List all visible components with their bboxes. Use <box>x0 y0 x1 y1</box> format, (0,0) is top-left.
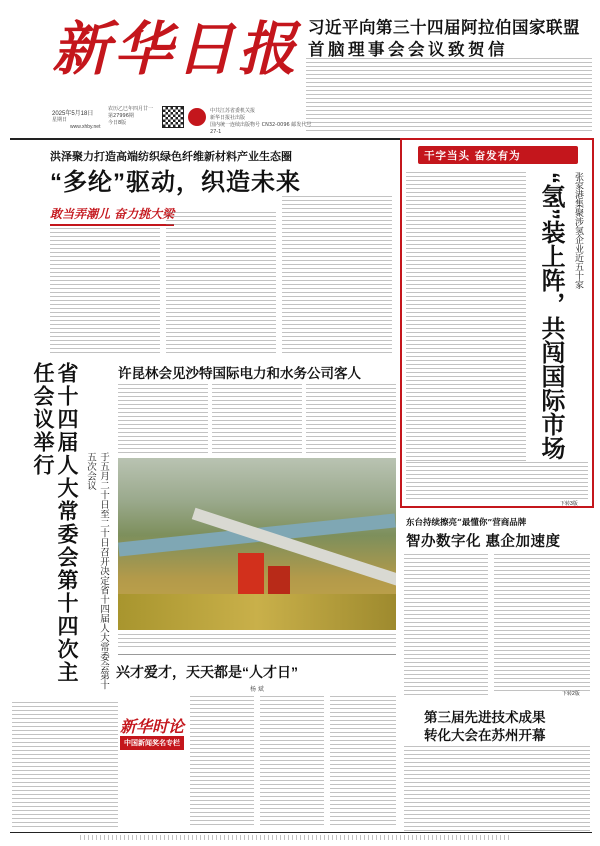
tech-body <box>404 746 590 832</box>
masthead-weekday: 星期日 <box>52 117 68 123</box>
masthead-title: 新华日报 <box>52 15 301 83</box>
duolun-body-col1 <box>50 228 160 356</box>
top-headline-line1: 习近平向第三十四届阿拉伯国家联盟 <box>308 19 580 37</box>
feature-body-top <box>406 172 526 462</box>
digital-body-right <box>494 554 590 692</box>
top-story-body <box>306 58 592 134</box>
masthead-date: 2025年5月18日 <box>52 111 94 117</box>
duolun-banner: 敢当弄潮儿 奋力挑大梁 <box>50 205 174 226</box>
feature-continued: 下转3版 <box>560 501 578 507</box>
xu-body-col2 <box>212 384 302 454</box>
railway-photo <box>118 458 396 630</box>
top-headline-line2: 首脑理事会会议致贺信 <box>308 41 508 59</box>
cpc-emblem-icon <box>188 108 206 126</box>
congress-title: 省十四届人大常委会第十四次主任会议举行 <box>31 362 78 684</box>
digital-title: 智办数字化 惠企加速度 <box>406 534 561 550</box>
congress-body <box>12 702 118 828</box>
masthead-website: www.xhby.net <box>70 124 101 130</box>
feature-subtitle: 张家港集聚涉氢企业近五十家 <box>573 172 583 289</box>
tech-title-line1: 第三届先进技术成果 <box>424 710 546 725</box>
digital-kicker: 东台持续擦亮“最懂你”营商品牌 <box>406 518 527 528</box>
digital-body-left <box>404 554 488 696</box>
commentary-byline: 杨 斌 <box>250 686 264 693</box>
footer-info <box>80 835 510 840</box>
congress-subtitle: 于五月二十日至二十日召开决定省十四届人大常委会第十五次会议 <box>85 452 109 690</box>
photo-caption <box>118 634 396 650</box>
xu-body-col3 <box>306 384 396 454</box>
xu-body-col1 <box>118 384 208 454</box>
commentary-title: 兴才爱才，天天都是“人才日” <box>116 664 298 680</box>
duolun-kicker: 洪泽聚力打造高端纺织绿色纤维新材料产业生态圈 <box>50 150 292 163</box>
masthead-publisher: 中共江苏省委机关报 新华日报社出版 <box>210 108 256 121</box>
duolun-title: “多纶”驱动，织造未来 <box>50 169 301 196</box>
commentary-body-col2 <box>260 696 324 828</box>
commentary-divider <box>118 654 396 655</box>
masthead-codes: 国内统一连续出版物号 CN32-0096 邮发代号 27-1 <box>210 122 312 135</box>
feature-body-bottom <box>406 462 588 500</box>
xu-title: 许昆林会见沙特国际电力和水务公司客人 <box>118 366 361 381</box>
commentary-logo: 新华时论 <box>120 717 185 736</box>
qr-code <box>162 106 184 128</box>
feature-banner-text: 干字当头 奋发有为 <box>424 150 521 162</box>
duolun-body-col2 <box>166 212 276 356</box>
commentary-body-col1 <box>190 696 254 828</box>
tech-title-line2: 转化大会在苏州开幕 <box>424 728 546 743</box>
digital-continued: 下转2版 <box>562 691 580 697</box>
masthead-lunar-info: 农历乙巳年四月廿一 第27996期 今日8版 <box>108 106 154 126</box>
commentary-award: 中国新闻奖名专栏 <box>120 736 184 750</box>
feature-title: “氢”装上阵，共闯国际市场 <box>537 172 564 460</box>
commentary-body-col3 <box>330 696 396 828</box>
footer-divider <box>10 832 592 833</box>
duolun-body-col3 <box>282 196 392 356</box>
